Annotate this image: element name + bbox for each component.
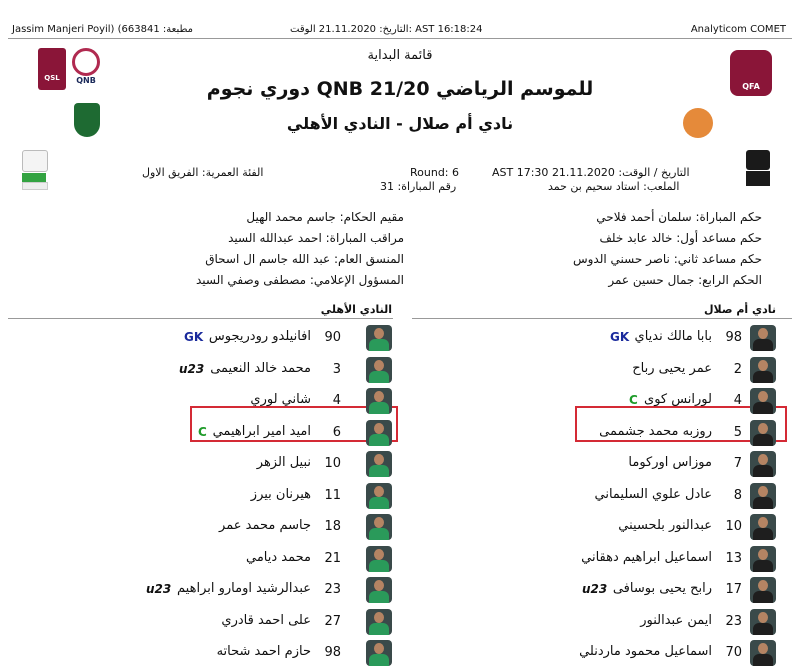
player-photo-icon xyxy=(750,483,776,509)
home-player-row xyxy=(412,545,792,573)
player-name: عبدالرشيد اومارو ابراهيم xyxy=(177,581,311,596)
player-photo-icon xyxy=(366,420,392,446)
home-player-row xyxy=(412,324,792,352)
home-player-row xyxy=(412,639,792,667)
official-assistant-1: حكم مساعد أول: خالد عابد خلف xyxy=(599,231,762,245)
home-player-row xyxy=(412,356,792,384)
home-player-row xyxy=(412,608,792,636)
player-name: بابا مالك ندياي xyxy=(634,329,712,344)
player-number: 10 xyxy=(324,456,341,471)
player-photo-icon xyxy=(750,357,776,383)
round-label: Round: 6 xyxy=(410,166,460,179)
player-name: عبدالنور بلحسيني xyxy=(618,518,712,533)
top-divider xyxy=(8,38,792,39)
away-team-header: النادي الأهلي xyxy=(320,303,392,316)
player-photo-icon xyxy=(366,546,392,572)
u23-badge: u23 xyxy=(582,582,608,596)
player-name: نبيل الزهر xyxy=(256,455,311,470)
print-timestamp: التاريخ: 21.11.2020 الوقت: AST 16:18:24 xyxy=(290,24,483,35)
home-player-row xyxy=(412,482,792,510)
official-match-commissioner: مراقب المباراة: احمد عبدالله السيد xyxy=(228,231,404,245)
player-number: 4 xyxy=(733,393,742,408)
player-name: حازم احمد شحاته xyxy=(216,644,311,659)
official-referee: حكم المباراة: سلمان أحمد فلاحي xyxy=(596,210,762,224)
away-player-row xyxy=(8,545,393,573)
home-player-row xyxy=(412,513,792,541)
captain-badge: C xyxy=(198,424,207,439)
player-number: 98 xyxy=(725,330,742,345)
system-name: Analyticom COMET xyxy=(690,24,786,35)
player-name: اسماعيل ابراهيم دهقاني xyxy=(581,549,712,565)
qsl-logo-icon: QSL xyxy=(38,48,66,90)
qnb-logo-icon: QNB xyxy=(68,48,104,86)
away-player-row xyxy=(8,482,393,510)
home-kit-icon xyxy=(746,150,770,188)
u23-badge: u23 xyxy=(146,582,172,596)
player-photo-icon xyxy=(366,483,392,509)
player-number: 11 xyxy=(324,487,341,503)
away-player-row xyxy=(8,324,393,352)
player-photo-icon xyxy=(750,420,776,446)
player-name: عادل علوي السليماني xyxy=(594,486,712,502)
u23-badge: u23 xyxy=(179,361,205,376)
match-title: نادي أم صلال - النادي الأهلي xyxy=(286,114,514,133)
official-fourth: الحكم الرابع: جمال حسين عمر xyxy=(608,273,762,287)
away-player-row xyxy=(8,450,393,478)
player-photo-icon xyxy=(750,451,776,477)
player-name: روزبه محمد جشممى xyxy=(599,423,712,439)
away-player-row xyxy=(8,419,393,447)
goalkeeper-badge: GK xyxy=(184,330,204,344)
match-number-label: رقم المباراة: 31 xyxy=(380,180,457,193)
player-photo-icon xyxy=(366,609,392,635)
player-name: ايمن عبدالنور xyxy=(640,612,712,628)
player-photo-icon xyxy=(366,577,392,603)
player-photo-icon xyxy=(366,640,392,666)
goalkeeper-badge: GK xyxy=(610,330,630,344)
home-player-row xyxy=(412,419,792,447)
player-photo-icon xyxy=(366,388,392,414)
player-photo-icon xyxy=(750,546,776,572)
player-name: موزاس اوركوما xyxy=(628,455,712,470)
away-kit-icon xyxy=(22,150,46,188)
player-number: 8 xyxy=(733,487,742,503)
player-number: 4 xyxy=(332,393,341,408)
player-number: 10 xyxy=(725,519,742,534)
category-label: الفئة العمرية: الفريق الاول xyxy=(142,166,264,179)
player-photo-icon xyxy=(750,640,776,666)
away-player-row xyxy=(8,639,393,667)
player-photo-icon xyxy=(750,325,776,351)
player-number: 27 xyxy=(324,613,341,629)
home-player-row xyxy=(412,576,792,604)
away-player-row xyxy=(8,513,393,541)
player-name: جاسم محمد عمر xyxy=(219,518,311,533)
official-assessor: مقيم الحكام: جاسم محمد الهيل xyxy=(246,210,404,224)
qfa-logo-icon: QFA xyxy=(730,50,772,96)
home-team-header: نادي أم صلال xyxy=(703,303,776,316)
player-number: 98 xyxy=(324,645,341,660)
player-number: 23 xyxy=(725,613,742,629)
away-player-row xyxy=(8,608,393,636)
home-header-rule xyxy=(412,318,792,319)
player-photo-icon xyxy=(366,451,392,477)
player-name: افانيلدو رودريجوس xyxy=(208,329,311,344)
player-number: 21 xyxy=(324,550,341,566)
away-player-row xyxy=(8,356,393,384)
official-coordinator: المنسق العام: عبد الله جاسم ال اسحاق xyxy=(205,252,404,266)
player-name: رابح يحيى بوسافى xyxy=(612,581,712,596)
player-number: 6 xyxy=(332,424,341,440)
official-assistant-2: حكم مساعد ثاني: ناصر حسني الدوس xyxy=(572,252,762,266)
venue-label: الملعب: استاد سحيم بن حمد xyxy=(548,180,680,193)
player-photo-icon xyxy=(750,514,776,540)
player-photo-icon xyxy=(750,609,776,635)
player-name: شاني لوري xyxy=(250,392,311,407)
player-photo-icon xyxy=(366,325,392,351)
captain-badge: C xyxy=(629,393,638,407)
player-name: عمر يحيى رباح xyxy=(632,360,712,376)
player-name: على احمد قادري xyxy=(221,612,311,628)
player-name: هيرنان بيرز xyxy=(250,486,311,502)
away-header-rule xyxy=(8,318,393,319)
player-name: اميد امير ابراهيمي xyxy=(212,423,311,439)
player-number: 2 xyxy=(733,361,742,377)
player-number: 70 xyxy=(725,645,742,660)
player-number: 5 xyxy=(733,424,742,440)
player-name: محمد خالد النعيمى xyxy=(210,360,311,376)
player-photo-icon xyxy=(366,357,392,383)
official-media: المسؤول الإعلامي: مصطفى وصفي السيد xyxy=(196,273,404,287)
player-photo-icon xyxy=(366,514,392,540)
player-number: 18 xyxy=(324,519,341,534)
player-name: اسماعيل محمود ماردنلي xyxy=(579,644,712,659)
date-time-label: التاريخ / الوقت: 21.11.2020 AST 17:30 xyxy=(492,166,690,179)
player-number: 13 xyxy=(725,550,742,566)
printed-by: Jassim Manjeri Poyil) (663841 :مطبعة xyxy=(12,24,194,35)
home-player-row xyxy=(412,387,792,415)
home-player-row xyxy=(412,450,792,478)
player-name: لورانس كوى xyxy=(644,392,712,407)
away-player-row xyxy=(8,576,393,604)
player-number: 90 xyxy=(324,330,341,345)
player-photo-icon xyxy=(750,388,776,414)
player-name: محمد ديامي xyxy=(246,549,311,565)
away-player-row xyxy=(8,387,393,415)
player-number: 3 xyxy=(332,361,341,377)
doc-title: قائمة البداية xyxy=(367,48,433,63)
player-number: 23 xyxy=(324,582,341,597)
player-number: 17 xyxy=(725,582,742,597)
league-title: دوري نجوم QNB للموسم الرياضي 21/20 xyxy=(206,78,594,100)
player-number: 7 xyxy=(733,456,742,471)
player-photo-icon xyxy=(750,577,776,603)
